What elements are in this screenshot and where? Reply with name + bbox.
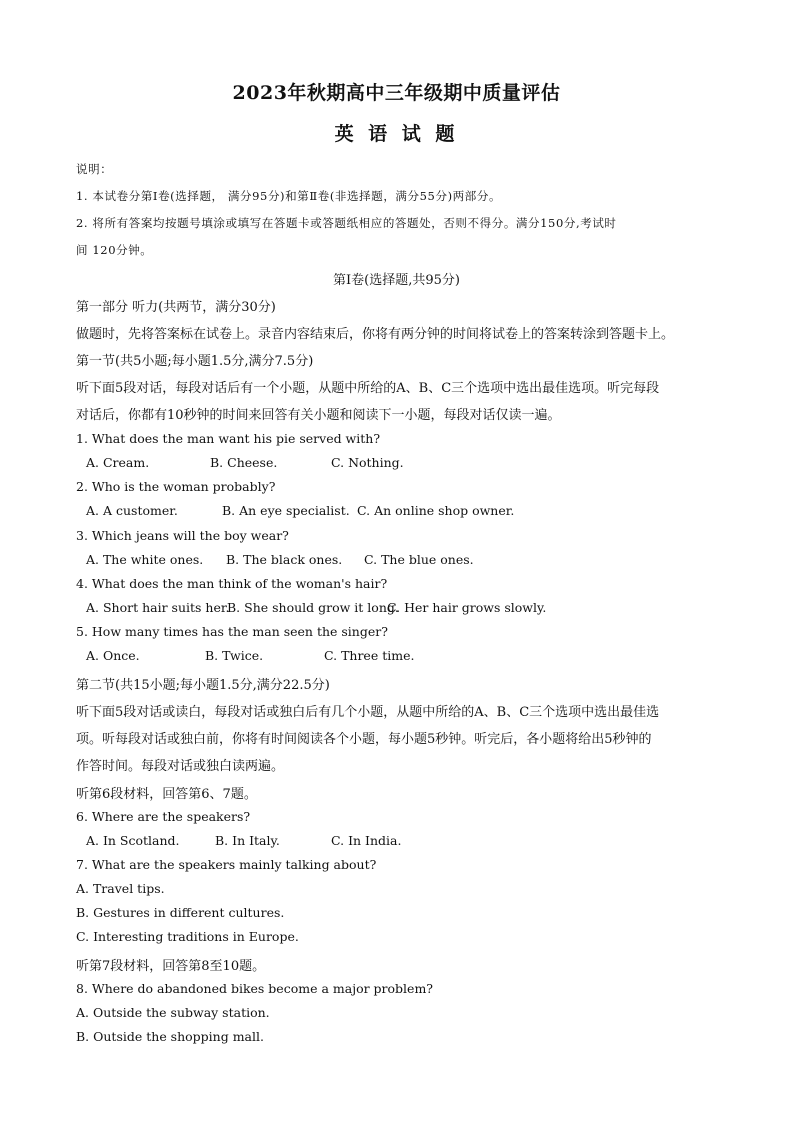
question-8-option-b: B. Outside the shopping mall. xyxy=(76,1029,264,1044)
question-1-option-c: C. Nothing. xyxy=(331,455,404,470)
question-4-option-c: C. Her hair grows slowly. xyxy=(387,600,547,615)
question-7: 7. What are the speakers mainly talking about? xyxy=(76,857,377,872)
question-3-option-c: C. The blue ones. xyxy=(364,552,474,567)
question-2-option-a: A. A customer. xyxy=(86,503,178,518)
question-5-option-a: A. Once. xyxy=(86,648,140,663)
question-3-option-a: A. The white ones. xyxy=(86,552,204,567)
section-2-heading: 第二节(共15小题;每小题1.5分,满分22.5分) xyxy=(76,678,330,693)
question-6-option-c: C. In India. xyxy=(331,833,402,848)
question-4-option-a: A. Short hair suits her. xyxy=(86,600,230,615)
question-5-option-c: C. Three time. xyxy=(324,648,415,663)
note-2-line-1: 2. 将所有答案均按题号填涂或填写在答题卡或答题纸相应的答题处，否则不得分。满分150分,考试时 xyxy=(76,216,617,230)
question-8-option-a: A. Outside the subway station. xyxy=(76,1005,270,1020)
question-1-option-b: B. Cheese. xyxy=(210,455,278,470)
question-6: 6. Where are the speakers? xyxy=(76,809,251,824)
material-7-heading: 听第7段材料，回答第8至10题。 xyxy=(76,959,266,974)
question-1-option-a: A. Cream. xyxy=(86,455,150,470)
question-6-option-a: A. In Scotland. xyxy=(86,833,180,848)
question-3: 3. Which jeans will the boy wear? xyxy=(76,528,289,543)
question-1: 1. What does the man want his pie served with? xyxy=(76,431,381,446)
question-8: 8. Where do abandoned bikes become a major problem? xyxy=(76,981,433,996)
question-2: 2. Who is the woman probably? xyxy=(76,479,276,494)
exam-subtitle: 英 语 试 题 xyxy=(334,123,459,145)
section-2-instructions-line-3: 作答时间。每段对话或独白读两遍。 xyxy=(76,759,285,774)
note-1: 1. 本试卷分第Ⅰ卷(选择题， 满分95分)和第Ⅱ卷(非选择题，满分55分)两部分。 xyxy=(76,189,502,203)
exam-title: 2023年秋期高中三年级期中质量评估 xyxy=(232,82,561,104)
question-7-option-b: B. Gestures in different cultures. xyxy=(76,905,285,920)
question-5-option-b: B. Twice. xyxy=(205,648,264,663)
section-1-instructions-line-2: 对话后，你都有10秒钟的时间来回答有关小题和阅读下一小题，每段对话仅读一遍。 xyxy=(76,408,561,423)
section-1-heading: 第一节(共5小题;每小题1.5分,满分7.5分) xyxy=(76,354,314,369)
note-2-line-2: 间 120分钟。 xyxy=(76,243,153,257)
part-1-heading: 第一部分 听力(共两节，满分30分) xyxy=(76,300,276,315)
question-6-option-b: B. In Italy. xyxy=(215,833,280,848)
section-2-instructions-line-1: 听下面5段对话或读白，每段对话或独白后有几个小题，从题中所给的A、B、C三个选项中选出最佳选 xyxy=(76,705,660,720)
volume-1-heading: 第Ⅰ卷(选择题,共95分) xyxy=(333,273,460,288)
section-2-instructions-line-2: 项。听每段对话或独白前，你将有时间阅读各个小题，每小题5秒钟。听完后，各小题将给出5秒钟的 xyxy=(76,732,652,747)
material-6-heading: 听第6段材料，回答第6、7题。 xyxy=(76,787,257,802)
part-1-instructions: 做题时，先将答案标在试卷上。录音内容结束后，你将有两分钟的时间将试卷上的答案转涂到答题卡上。 xyxy=(76,327,675,342)
question-2-option-b: B. An eye specialist. xyxy=(222,503,350,518)
question-7-option-a: A. Travel tips. xyxy=(76,881,165,896)
question-2-option-c: C. An online shop owner. xyxy=(357,503,515,518)
question-3-option-b: B. The black ones. xyxy=(226,552,343,567)
section-1-instructions-line-1: 听下面5段对话，每段对话后有一个小题，从题中所给的A、B、C三个选项中选出最佳选项。听完每段 xyxy=(76,381,660,396)
question-5: 5. How many times has the man seen the singer? xyxy=(76,624,388,639)
question-7-option-c: C. Interesting traditions in Europe. xyxy=(76,929,299,944)
question-4: 4. What does the man think of the woman's hair? xyxy=(76,576,388,591)
question-4-option-b: B. She should grow it long. xyxy=(227,600,399,615)
notes-heading: 说明： xyxy=(76,162,113,176)
